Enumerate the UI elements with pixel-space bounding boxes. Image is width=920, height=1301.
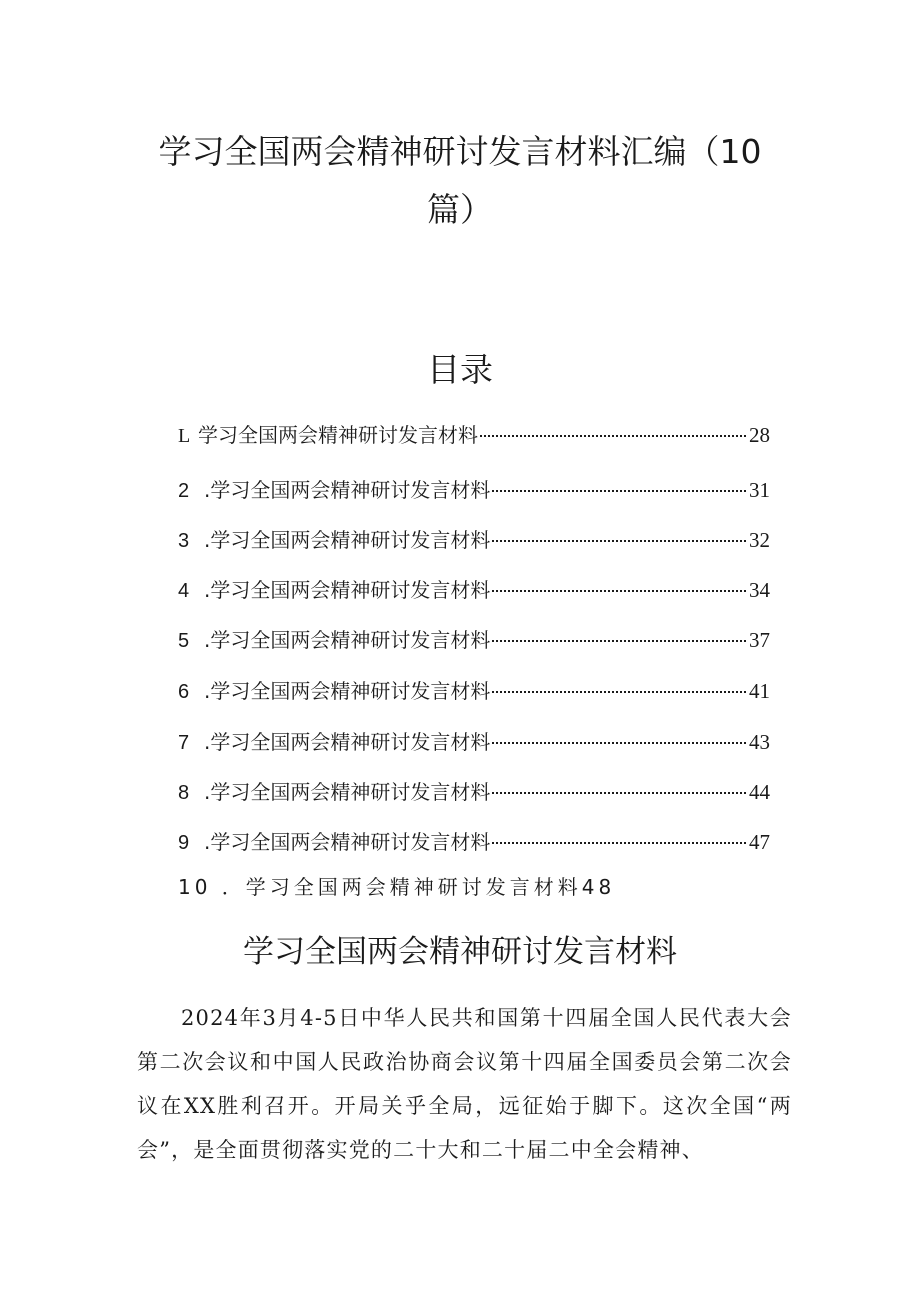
toc-dot-leader	[492, 792, 746, 794]
toc-item[interactable]	[178, 626, 770, 654]
toc-item[interactable]	[178, 728, 770, 756]
toc-dot-leader	[492, 490, 746, 492]
document-title-line-2: 篇）	[427, 190, 493, 229]
toc-dot-leader	[492, 540, 746, 542]
toc-item-number: L	[178, 425, 191, 447]
toc-item-text: .学习全国两会精神研讨发言材料	[204, 578, 491, 602]
toc-item-number: 2	[178, 480, 190, 502]
toc-item-text: .学习全国两会精神研讨发言材料	[204, 830, 491, 854]
toc-item-text: .学习全国两会精神研讨发言材料	[204, 730, 491, 754]
toc-item-text: .学习全国两会精神研讨发言材料	[204, 679, 491, 703]
toc-item-number: 5	[178, 630, 190, 652]
toc-dot-leader	[492, 742, 746, 744]
toc-dot-leader	[492, 590, 746, 592]
toc-item[interactable]	[178, 828, 770, 856]
toc-item-page: 37	[749, 628, 770, 652]
toc-item-page: 31	[749, 478, 770, 502]
toc-item-number: 6	[178, 681, 190, 703]
toc-item[interactable]	[178, 476, 770, 504]
toc-item-page: 47	[749, 830, 770, 854]
toc-item-text: .学习全国两会精神研讨发言材料	[204, 780, 491, 804]
document-title-line-1: 学习全国两会精神研讨发言材料汇编（10	[158, 132, 762, 171]
toc-item[interactable]	[178, 778, 770, 806]
toc-dot-leader	[492, 640, 746, 642]
toc-item[interactable]	[178, 526, 770, 554]
toc-item-number: 8	[178, 782, 190, 804]
toc-item[interactable]	[178, 677, 770, 705]
toc-dot-leader	[480, 435, 746, 437]
toc-item-page: 44	[749, 780, 770, 804]
toc-item-page: 34	[749, 578, 770, 602]
section-heading: 学习全国两会精神研讨发言材料	[243, 934, 677, 970]
toc-item[interactable]	[178, 576, 770, 604]
toc-item-page: 32	[749, 528, 770, 552]
toc-dot-leader	[492, 842, 746, 844]
toc-item-number: 4	[178, 580, 190, 602]
toc-item-last[interactable]: 10 ．学习全国两会精神研讨发言材料48	[178, 875, 616, 899]
toc-item-text: .学习全国两会精神研讨发言材料	[204, 528, 491, 552]
toc-item-page: 43	[749, 730, 770, 754]
toc-heading: 目录	[427, 350, 493, 389]
toc-item-number: 9	[178, 832, 190, 854]
toc-item-text: 学习全国两会精神研讨发言材料	[198, 423, 478, 447]
toc-item[interactable]	[178, 421, 770, 449]
body-paragraph: 2024年3月4-5日中华人民共和国第十四届全国人民代表大会第二次会议和中国人民政治协商会议第十四届全国委员会第二次会议在XX胜利召开。开局关乎全局，远征始于脚下。这次全国“两会”，是全面贯彻落实党的二十大和二十届二中全会精神、	[137, 1006, 792, 1162]
toc-item-text: .学习全国两会精神研讨发言材料	[204, 478, 491, 502]
toc-item-page: 28	[749, 423, 770, 447]
toc-dot-leader	[492, 691, 746, 693]
toc-item-page: 41	[749, 679, 770, 703]
toc-item-number: 3	[178, 530, 190, 552]
toc-item-text: .学习全国两会精神研讨发言材料	[204, 628, 491, 652]
toc-item-number: 7	[178, 732, 190, 754]
